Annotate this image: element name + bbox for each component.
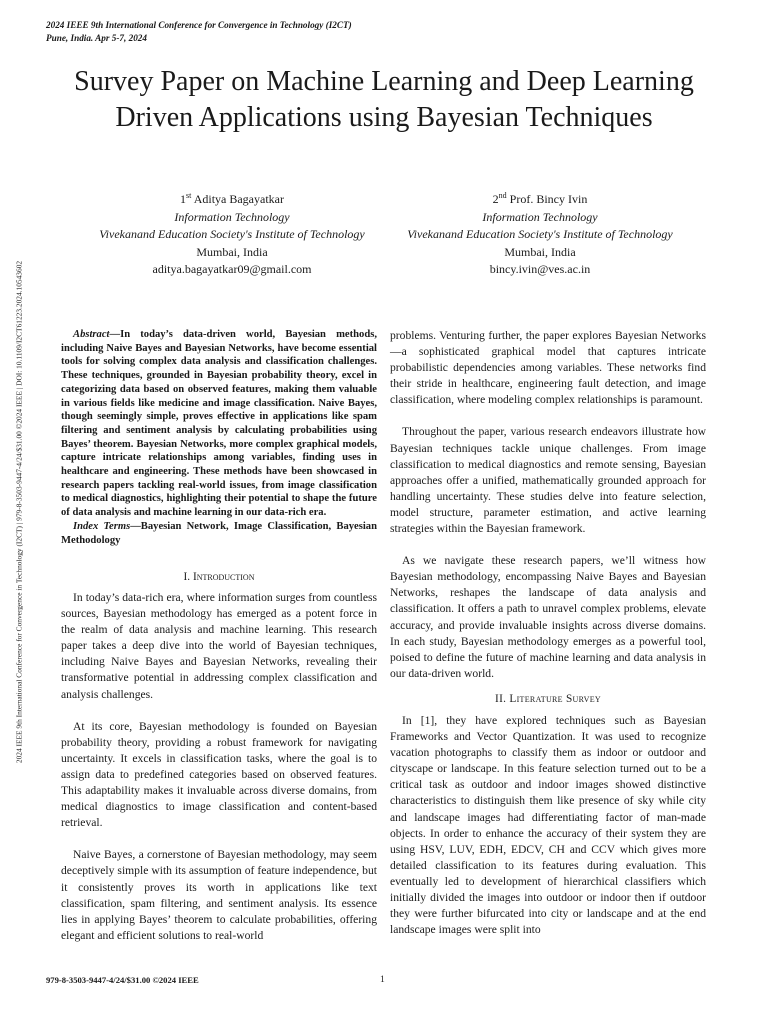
page-number: 1 [380, 975, 385, 985]
author-block-2 [390, 191, 690, 279]
abstract-label: Abstract [73, 329, 110, 340]
right-column [390, 328, 706, 938]
side-doi-strip: 2024 IEEE 9th International Conference for Convergence in Technology (I2CT) | 979-8-3503-9447-4/24/$31.00 ©2024 IEEE | DOI: 10.1109/I2CT61223.2024.10543602 [14, 260, 24, 764]
paragraph: Throughout the paper, various research endeavors illustrate how Bayesian techniques tackle unique challenges. From image classification to medical diagnostics and remote sensing, Bayesian approaches offer a unified, mathematically grounded approach for handling uncertainty. These studies delve into feature selection, model structure, parameter estimation, and active learning strategies within the Bayesian framework. [390, 425, 706, 536]
paragraph: As we navigate these research papers, we’ll witness how Bayesian methodology, encompassing Naive Bayes and Bayesian Networks, reshapes the landscape of data analysis and classification. It offers a path to unravel complex problems, elevate accuracy, and provide invaluable insights across diverse domains. In each study, Bayesian methodology emerges as a powerful tool, poised to define the future of machine learning and data analysis in our data-driven world. [390, 554, 706, 680]
paragraph: Naive Bayes, a cornerstone of Bayesian methodology, may seem deceptively simple with its assumption of feature independence, but it consistently proves its worth in applications like text classification, spam filtering, and sentiment analysis. Its essence lies in applying Bayes’ theorem to calculate probabilities, offering elegant and efficient solutions to real-world [61, 848, 377, 942]
paragraph: problems. Venturing further, the paper explores Bayesian Networks—a sophisticated graphical model that captures intricate probabilistic dependencies among variables. These networks find their stride in healthcare, engineering fault detection, and image classification, where modeling complex relationships is paramount. [390, 329, 706, 407]
conference-header [46, 19, 352, 45]
author-city: Mumbai, India [196, 244, 268, 259]
abstract-body: Abstract—In today’s data-driven world, Bayesian methods, including Naive Bayes and Bayesian Networks, have become essential tools for solving complex data analysis and classification challenges. These techniques, grounded in Bayesian probability theory, excel in categorizing data based on observed features, making them valuable in various fields like medicine and image classification. Naive Bayes, though seemingly simple, proves effective in applications like spam filtering and sentiment analysis by calculating probabilities using Bayes’ theorem. Bayesian Networks, more complex graphical models, capture intricate relationships among variables, finding uses in healthcare and engineering. These methods have been showcased in research papers tackling real-world issues, from image classification to medical diagnostics, highlighting their potential to shape the future of data analysis and machine learning in our data-rich era. [61, 329, 377, 519]
paper-title: Survey Paper on Machine Learning and Deep Learning Driven Applications using Bayesian Techniques [74, 66, 694, 133]
section-heading-literature-survey: II. Literature Survey [495, 692, 601, 705]
author-name: 2nd Prof. Bincy Ivin [492, 191, 588, 206]
author-institution: Vivekanand Education Society's Institute of Technology [407, 227, 673, 241]
index-terms-label: Index Terms [73, 520, 131, 532]
paragraph: In [1], they have explored techniques such as Bayesian Frameworks and Vector Quantization. It was used to recognize vacation photographs to classify them as indoor or outdoor and cityscape or landscape. In this feature selection turned out to be a critical task as outdoor and indoor images showed distinctive characteristics to distinguish them like presence of sky while city and landscape images had differentiating factor of man-made objects. In order to enhance the accuracy of their system they are using HSV, LUV, EDH, EDCV, CH and CCV which gives more detailed classification to its features during evaluation. This eventually led to development of hierarchical classifiers which initially divided the images into outdoor or indoor then if outdoor they were further bifurcated into city or landscape and at the end landscape images were split into [390, 713, 706, 937]
author-email: aditya.bagayatkar09@gmail.com [152, 262, 312, 276]
paragraph: At its core, Bayesian methodology is founded on Bayesian probability theory, providing a robust framework for navigating uncertainty. It excels in classification tasks, where the goal is to assign data to predefined categories based on observed features. This adaptability makes it invaluable across diverse domains, from medical diagnostics to image classification and content-based retrieval. [61, 719, 377, 830]
author-email: bincy.ivin@ves.ac.in [489, 262, 591, 276]
author-institution: Vivekanand Education Society's Institute of Technology [99, 227, 365, 241]
author-department: Information Technology [482, 209, 598, 224]
left-column [61, 590, 377, 944]
index-terms: Index Terms—Bayesian Network, Image Classification, Bayesian Methodology [61, 520, 377, 546]
author-name: 1st Aditya Bagayatkar [180, 191, 284, 206]
author-city: Mumbai, India [504, 244, 576, 259]
footer-copyright: 979-8-3503-9447-4/24/$31.00 ©2024 IEEE [46, 975, 199, 985]
conference-location: Pune, India. Apr 5-7, 2024 [46, 33, 147, 43]
section-heading-introduction: I. Introduction [183, 571, 255, 583]
author-department: Information Technology [174, 209, 290, 224]
author-block-1 [82, 191, 382, 279]
conference-name: 2024 IEEE 9th International Conference for Convergence in Technology (I2CT) [46, 20, 352, 30]
abstract [61, 328, 377, 547]
paragraph: In today’s data-rich era, where information surges from countless sources, Bayesian methodology has emerged as a potent force in the realm of data analysis and machine learning. This research paper takes a deep dive into the world of Bayesian techniques, including Naive Bayes and Bayesian Networks, revealing their transformative potential in addressing complex classification and analysis challenges. [61, 591, 377, 701]
